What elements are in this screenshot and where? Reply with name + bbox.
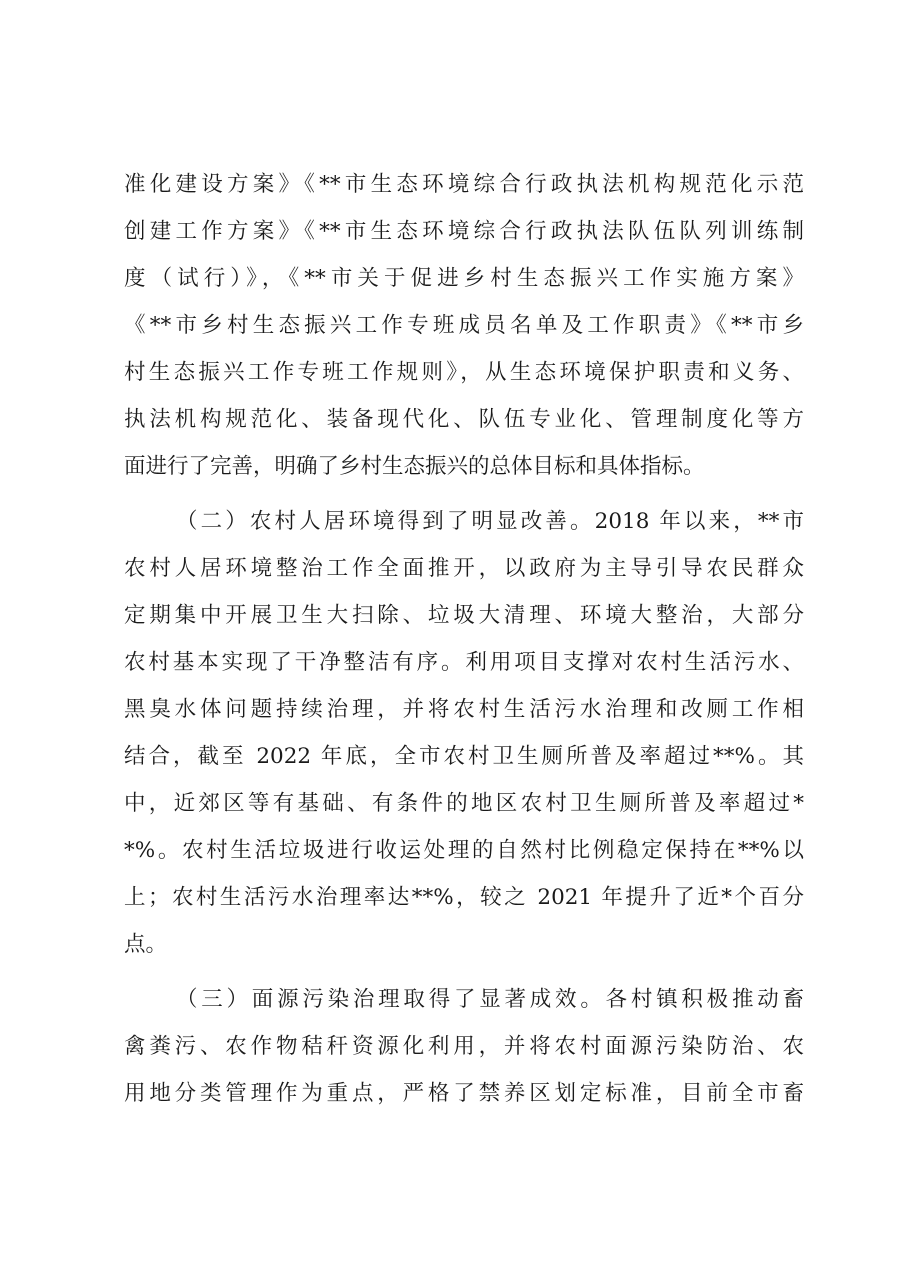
paragraph-line: 农村人居环境整治工作全面推开，以政府为主导引导农民群众 <box>124 556 804 581</box>
paragraph-line: *%。农村生活垃圾进行收运处理的自然村比例稳定保持在**%以 <box>124 838 804 863</box>
paragraph-line: 《**市乡村生态振兴工作专班成员名单及工作职责》《**市乡 <box>124 313 804 338</box>
paragraph-line: 黑臭水体问题持续治理，并将农村生活污水治理和改厕工作相 <box>124 697 804 722</box>
paragraph-line: 上；农村生活污水治理率达**%，较之 2021 年提升了近*个百分 <box>124 885 804 910</box>
section-heading-line: （三）面源污染治理取得了显著成效。各村镇积极推动畜 <box>176 987 804 1012</box>
section-heading-line: （二）农村人居环境得到了明显改善。2018 年以来，**市 <box>176 509 804 534</box>
paragraph-line: 农村基本实现了干净整洁有序。利用项目支撑对农村生活污水、 <box>124 650 804 675</box>
paragraph-line: 结合，截至 2022 年底，全市农村卫生厕所普及率超过**%。其 <box>124 744 804 769</box>
paragraph-line: 点。 <box>124 932 168 957</box>
paragraph-line: 中，近郊区等有基础、有条件的地区农村卫生厕所普及率超过* <box>124 791 804 816</box>
paragraph-line: 面进行了完善，明确了乡村生态振兴的总体目标和具体指标。 <box>124 454 705 479</box>
paragraph-line: 定期集中开展卫生大扫除、垃圾大清理、环境大整治，大部分 <box>124 603 804 628</box>
paragraph-line: 创建工作方案》《**市生态环境综合行政执法队伍队列训练制 <box>124 219 804 244</box>
paragraph-line: 村生态振兴工作专班工作规则》，从生态环境保护职责和义务、 <box>124 360 804 385</box>
paragraph-line: 执法机构规范化、装备现代化、队伍专业化、管理制度化等方 <box>124 407 804 432</box>
paragraph-line: 禽粪污、农作物秸秆资源化利用，并将农村面源污染防治、农 <box>124 1034 804 1059</box>
paragraph-line: 准化建设方案》《**市生态环境综合行政执法机构规范化示范 <box>124 172 804 197</box>
paragraph-line: 度（试行）》，《**市关于促进乡村生态振兴工作实施方案》 <box>124 266 804 291</box>
paragraph-line: 用地分类管理作为重点，严格了禁养区划定标准，目前全市畜 <box>124 1081 804 1106</box>
